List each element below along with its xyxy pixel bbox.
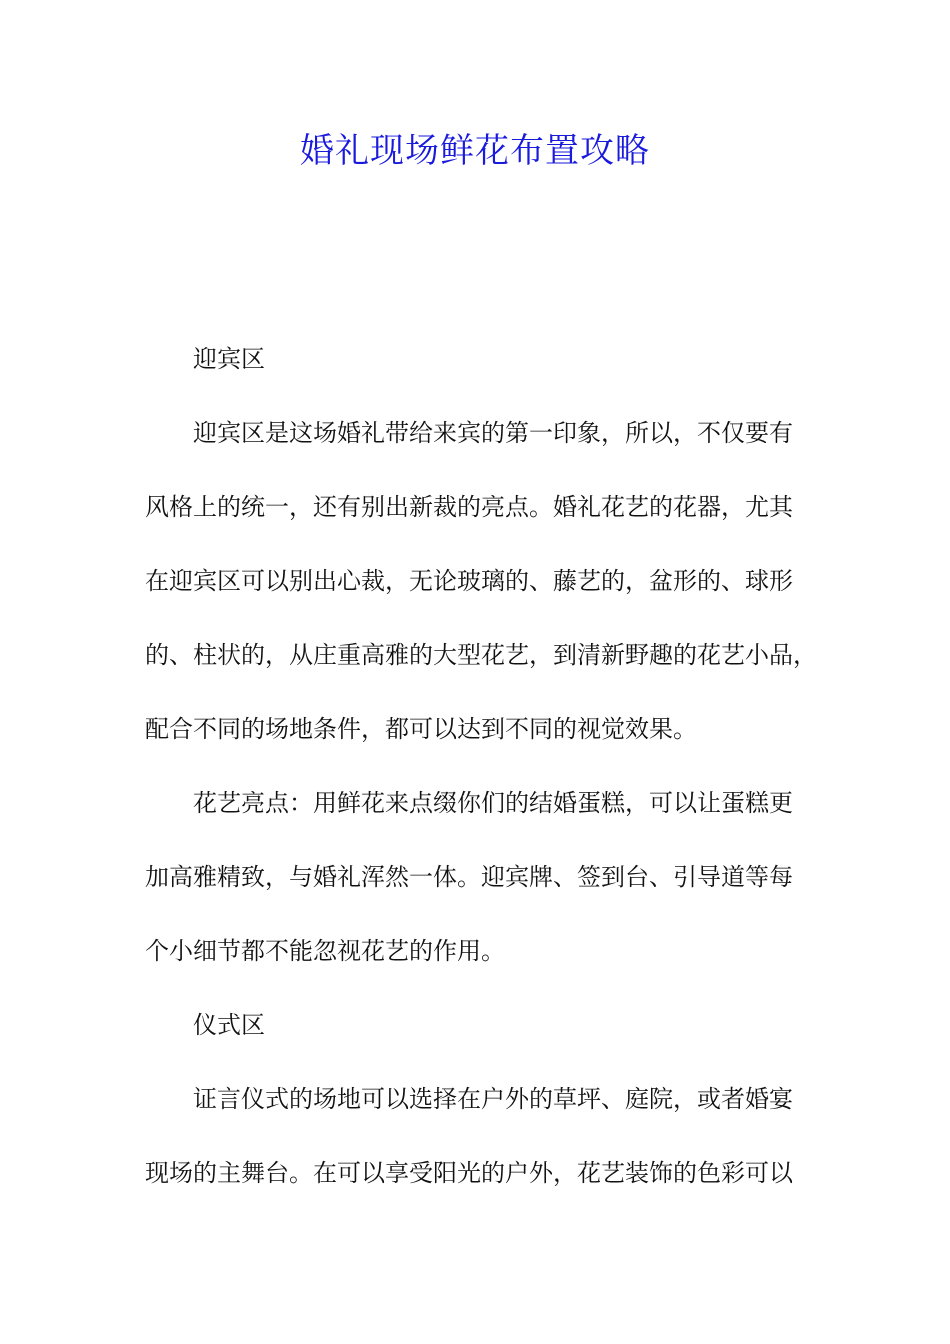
paragraph-line: 迎宾区是这场婚礼带给来宾的第一印象，所以，不仅要有 [193,419,793,447]
paragraph-line: 的、柱状的，从庄重高雅的大型花艺，到清新野趣的花艺小品， [145,641,817,669]
document-title: 婚礼现场鲜花布置攻略 [300,131,650,171]
paragraph-line: 加高雅精致，与婚礼浑然一体。迎宾牌、签到台、引导道等每 [145,863,793,891]
paragraph-line: 现场的主舞台。在可以享受阳光的户外，花艺装饰的色彩可以 [145,1159,793,1187]
paragraph-line: 证言仪式的场地可以选择在户外的草坪、庭院，或者婚宴 [193,1085,793,1113]
section-heading-welcome-area: 迎宾区 [193,345,265,373]
section-heading-ceremony-area: 仪式区 [193,1011,265,1039]
paragraph-line: 配合不同的场地条件，都可以达到不同的视觉效果。 [145,715,697,743]
document-body [145,336,817,1224]
paragraph-line: 个小细节都不能忽视花艺的作用。 [145,937,505,965]
paragraph-line: 花艺亮点：用鲜花来点缀你们的结婚蛋糕，可以让蛋糕更 [193,789,793,817]
paragraph-line: 在迎宾区可以别出心裁，无论玻璃的、藤艺的，盆形的、球形 [145,567,793,595]
paragraph-line: 风格上的统一，还有别出新裁的亮点。婚礼花艺的花器，尤其 [145,493,793,521]
